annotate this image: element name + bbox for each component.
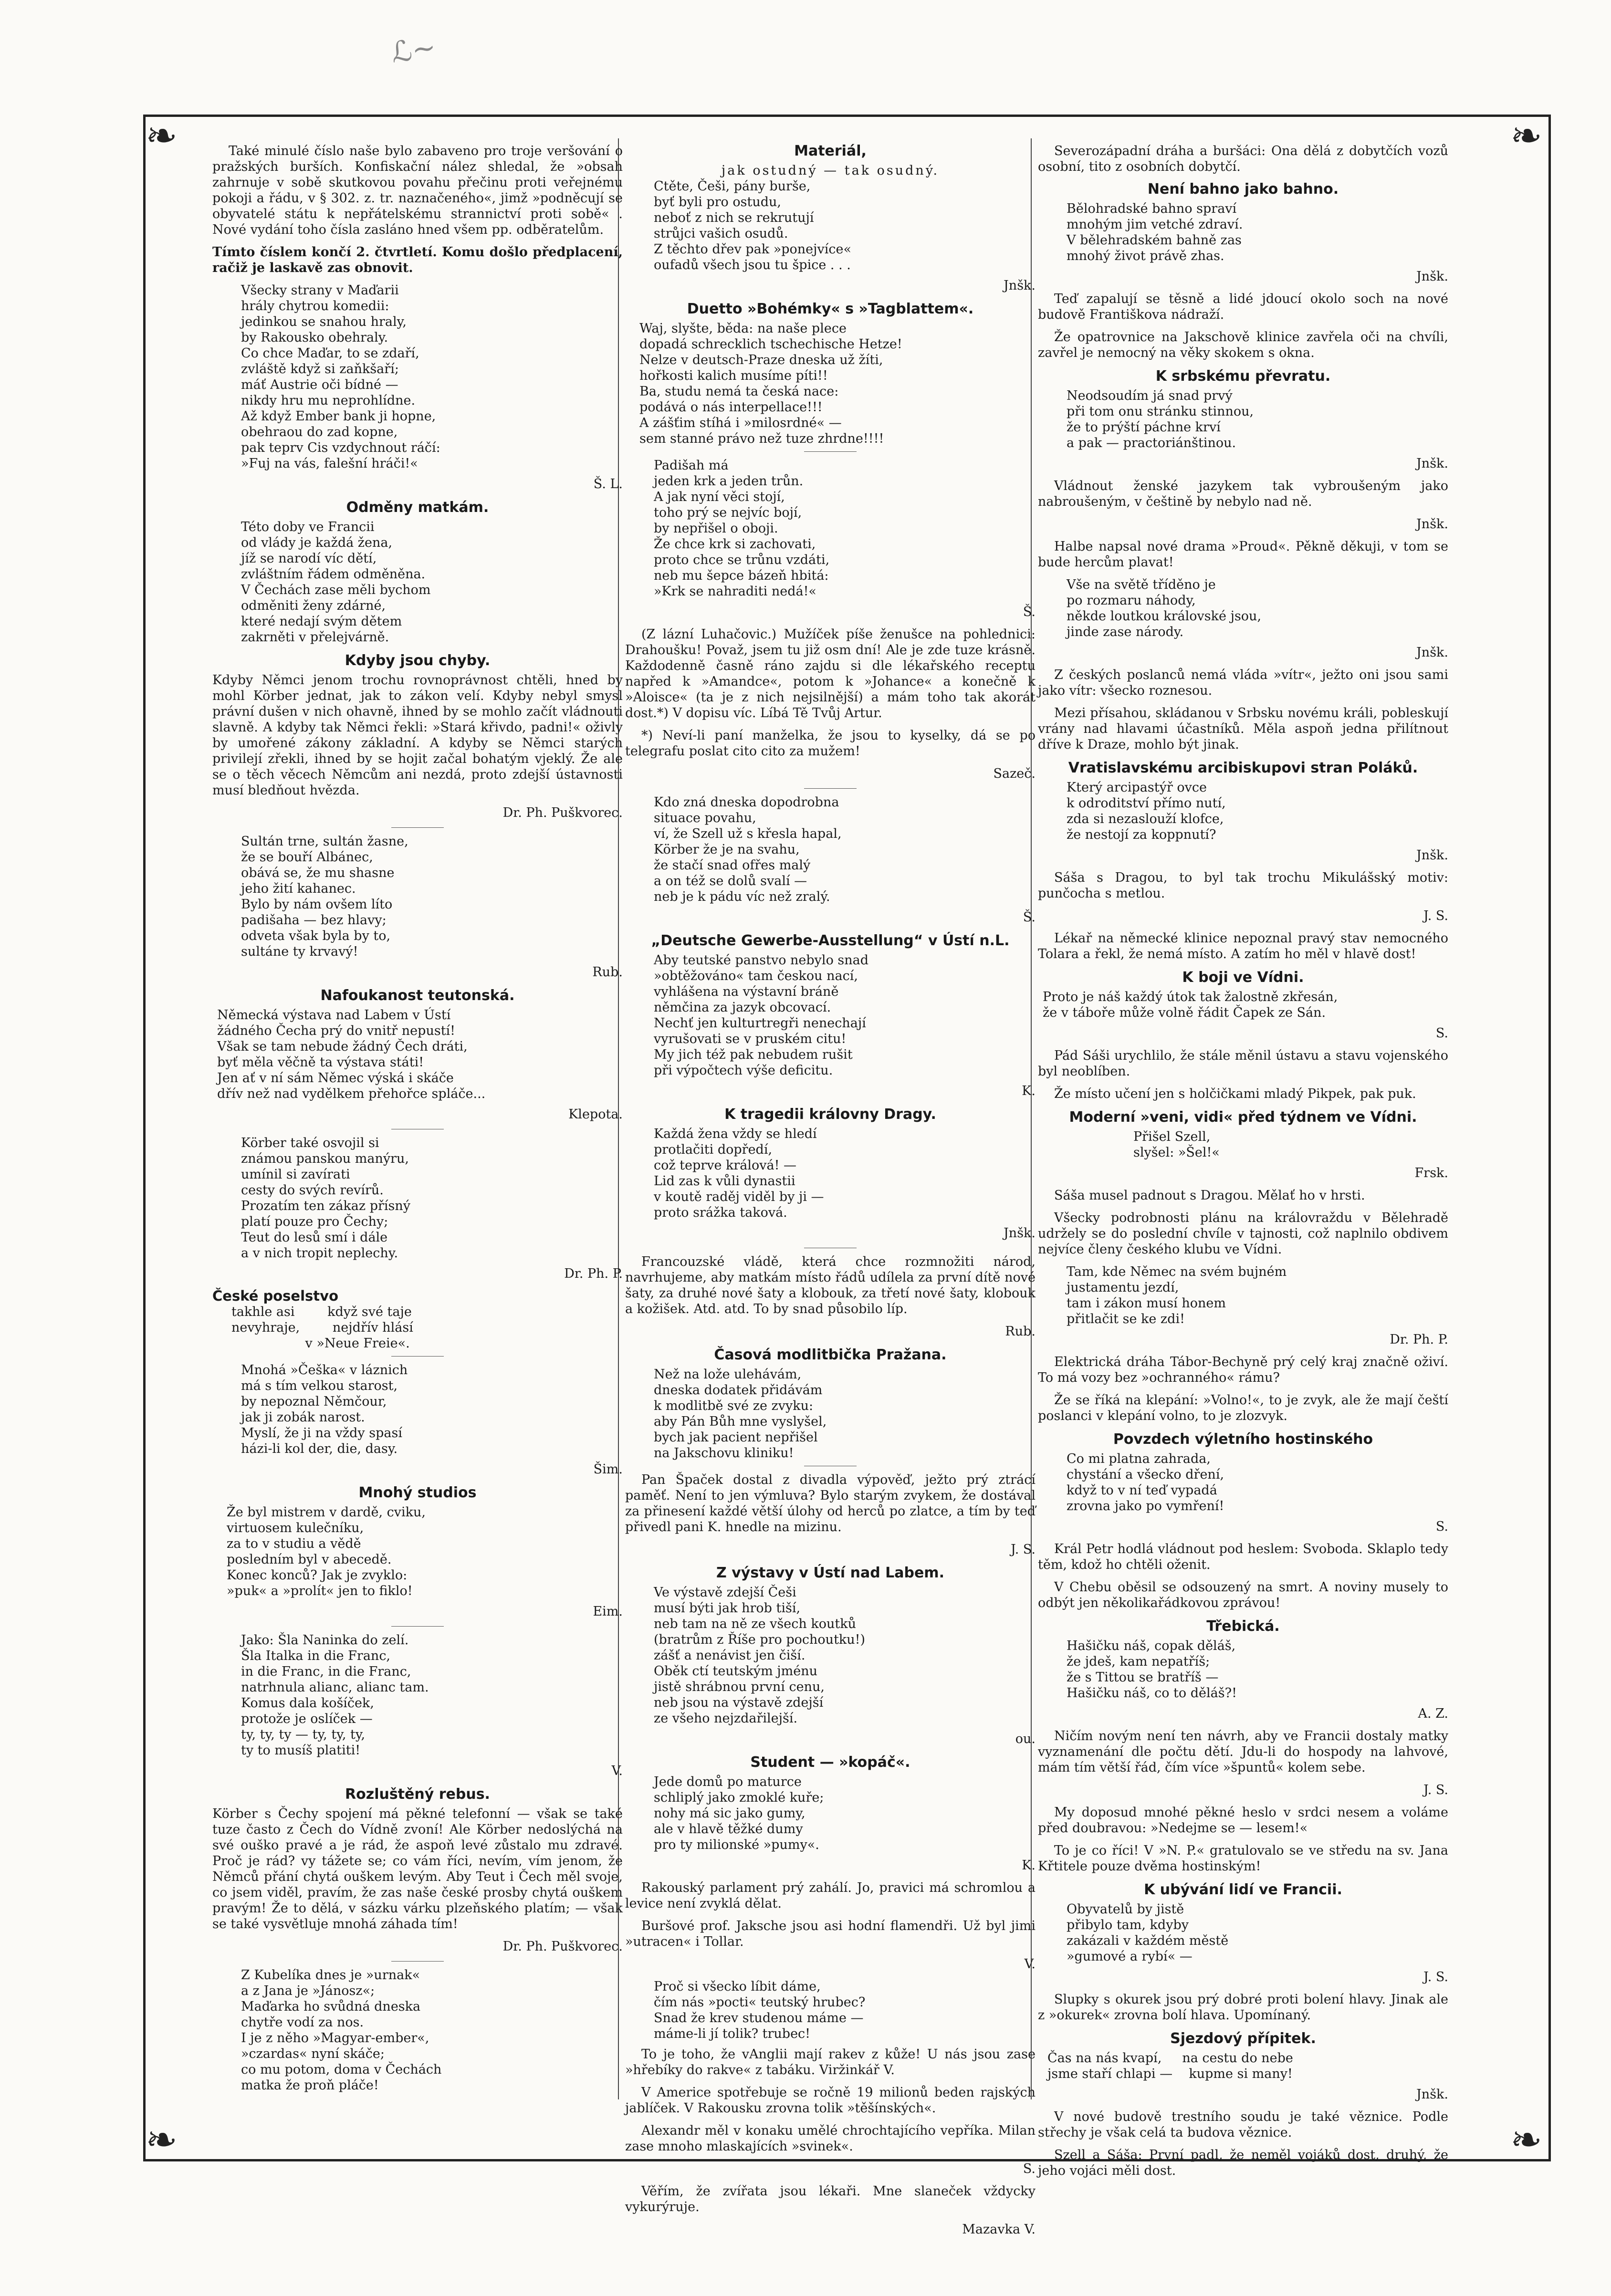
paragraph: To je toho, že vAnglii mají rakev z kůže! U nás jsou zase »hřebíky do rakve« z tabáku. Viržinkář V.	[625, 2047, 1036, 2077]
intro-paragraph: Také minulé číslo naše bylo zabaveno pro troje veršování o pražských burších. Konfiskační nález shledal, že »obsah zahrnuje v sobě skutkovou povahu přečinu proti veřejnému pokoji a řádu, v § 302. z. tr. naznačeného«, jimž »podněcují se obyvatelé státu k nepřátelskému strannictví proti sobě« . Nové vydání toho čísla zasláno hned všem pp. odběratelům.	[212, 144, 623, 237]
signature: Dr. Ph. Puškvorec.	[502, 805, 623, 820]
poem: Padišah má jeden krk a jeden trůn. A jak nyní věci stojí, toho prý se nejvíc bojí, by nepřišel o oboji. Že chce krk si zachovati, proto chce se trůnu vzdáti, neb mu šepce bázeň hbitá: »Krk se nahraditi nedá!«	[654, 458, 830, 599]
signature: Dr. Ph. Puškvorec.	[502, 1939, 623, 1954]
paragraph: Ničím novým není ten návrh, aby ve Francii dostaly matky vyznamenání dle počtu dětí. Jdu-li do hospody na lahvové, mám tím větší řád, čím více »špuntů« kolem sebe.	[1038, 1729, 1448, 1775]
signature: Dr. Ph. P.	[564, 1266, 623, 1281]
handwritten-mark: ℒ~	[389, 30, 438, 70]
subheading: jak ostudný — tak osudný.	[721, 163, 940, 178]
paragraph: Mezi přísahou, skládanou v Srbsku novému králi, pobleskují vrány nad hlavami účastníků. Měla aspoň jedna přilítnout dříve k Draze, mohlo být jinak.	[1038, 706, 1448, 752]
separator	[804, 451, 857, 452]
heading: Třebická.	[1206, 1618, 1280, 1635]
paragraph: Král Petr hodlá vládnout pod heslem: Svoboda. Sklaplo tedy těm, kdož ho chtěli oženit.	[1038, 1542, 1448, 1572]
paragraph: Že místo učení jen s holčičkami mladý Pikpek, pak puk.	[1054, 1086, 1416, 1101]
paragraph: Sáša musel padnout s Dragou. Mělať ho v hrsti.	[1054, 1188, 1365, 1203]
paragraph: V Americe spotřebuje se ročně 19 milionů beden rajských jablíček. V Rakousku zrovna tolik »těšínských«.	[625, 2085, 1036, 2116]
heading: Nafoukanost teutonská.	[320, 987, 515, 1004]
poem: Neodsoudím já snad prvý při tom onu stránku stinnou, že to prýští páchne krví a pak — practoriánštinou.	[1067, 388, 1254, 450]
poem: Jede domů po maturce schliplý jako zmoklé kuře; nohy má sic jako gumy, ale v hlavě těžké dumy pro ty milionské »pumy«.	[654, 1774, 824, 1852]
signature: Šim.	[593, 1462, 623, 1477]
poem: Sultán trne, sultán žasne, že se bouří Albánec, obává se, že mu shasne jeho žití kahanec. Bylo by nám ovšem líto padišaha — bez hlavy; odveta však byla by to, sultáne ty krvavý!	[241, 834, 408, 959]
signature: Jnšk.	[1416, 848, 1448, 863]
paragraph: Szell a Sáša: První padl, že neměl vojáků dost, druhý, že jeho vojáci měli dost.	[1038, 2148, 1448, 2178]
paragraph: V Chebu oběsil se odsouzený na smrt. A noviny musely to odbýt jen několikařádkovou zprávou!	[1038, 1580, 1448, 1610]
heading: K tragedii královny Dragy.	[724, 1106, 936, 1123]
paragraph: Alexandr měl v konaku umělé chrochtajícího vepříka. Milan zase mnoho mlaskajících »svinek«.	[625, 2123, 1036, 2154]
poem: Této doby ve Francii od vlády je každá žena, jíž se narodí víc dětí, zvláštním řádem odměněna. V Čechách zase měli bychom odměniti ženy zdárné, které nedají svým dětem zakrněti v přelejvárně.	[241, 520, 431, 645]
signature: S.	[1435, 1519, 1448, 1534]
poem: Proto je náš každý útok tak žalostně zkřesán, že v táboře může volně řádit Čapek ze Sán.	[1043, 990, 1338, 1020]
corner-ornament-icon: ❧	[146, 114, 178, 158]
paragraph: Severozápadní dráha a buršáci: Ona dělá z dobytčích vozů osobní, tito z osobních dobytčí.	[1038, 144, 1448, 174]
heading: Časová modlitbička Pražana.	[714, 1346, 947, 1363]
signature: Jnšk.	[1416, 517, 1448, 532]
paragraph: Věřím, že zvířata jsou lékaři. Mne slaneček vždycky vykurýruje.	[625, 2184, 1036, 2214]
poem: Ctěte, Češi, pány burše, byť byli pro ostudu, neboť z nich se rekrutují strůjci vašich osudů. Z těchto dřev pak »ponejvíce« oufadů všech jsou tu špice . . .	[654, 179, 852, 272]
poem: Vše na světě tříděno je po rozmaru náhody, někde loutkou královské jsou, jinde zase národy.	[1067, 577, 1262, 639]
paragraph: V nové budově trestního soudu je také věznice. Podle střechy je však celá ta budova věznice.	[1038, 2109, 1448, 2140]
poem: Přišel Szell, slyšel: »Šel!«	[1133, 1129, 1220, 1160]
paragraph: Že opatrovnice na Jakschově klinice zavřela oči na chvíli, zavřel je nemocný na věky skokem s okna.	[1038, 330, 1448, 360]
column-1	[212, 143, 623, 2098]
signature: Sazeč.	[993, 766, 1036, 781]
paragraph: Pád Sáši urychlilo, že stále měnil ústavu a stavu vojenského byl neoblíben.	[1038, 1048, 1448, 1079]
heading: Není bahno jako bahno.	[1147, 181, 1339, 198]
poem: takhle asi když své taje nevyhraje, nejdřív hlásí v »Neue Freie«.	[231, 1305, 413, 1351]
corner-ornament-icon: ❧	[1510, 2118, 1543, 2162]
signature: Jnšk.	[1416, 456, 1448, 471]
signature: V.	[1024, 1957, 1036, 1972]
heading: Rozluštěný rebus.	[345, 1786, 490, 1803]
heading: „Deutsche Gewerbe-Ausstellung“ v Ústí n.L.	[651, 932, 1010, 949]
poem: Co mi platna zahrada, chystání a všecko dření, když to v ní teď vypadá zrovna jako po vymření!	[1067, 1451, 1224, 1513]
paragraph: Sáša s Dragou, to byl tak trochu Mikulášský motiv: punčocha s metlou.	[1038, 870, 1448, 901]
heading: Moderní »veni, vidi« před týdnem ve Vídni.	[1069, 1109, 1417, 1126]
paragraph: Buršové prof. Jaksche jsou asi hodní flamendři. Už byl jimi »utracen« i Tollar.	[625, 1919, 1036, 1949]
paragraph: Z českých poslanců nemá vláda »vítr«, ježto oni jsou sami jako vítr: všecko roznesou.	[1038, 668, 1448, 698]
paragraph: My doposud mnohé pěkné heslo v srdci nesem a voláme před doubravou: »Nedejme se — lesem!«	[1038, 1805, 1448, 1836]
paragraph: Körber s Čechy spojení má pěkné telefonní — však se také tuze často z Čech do Vídně zvoní! Ale Körber nedoslýchá na své ouško pravé a je rád, že aspoň levé zůstalo mu zdravé. Proč je rád? vy tážete se; co vám říci, nevím, vím jenom, že Němců přání chytá ouškem levým. Aby Teut i Čech měl svoje, co jsem viděl, pravím, že zas naše české prosby chytá ouškem pravým! Že to dělá, v sázku várku plzeňského platím; — však se také vysvětluje mnohá záhada tím!	[212, 1806, 623, 1931]
signature: V.	[611, 1764, 623, 1778]
poem: Proč si všecko líbit dáme, čím nás »pocti« teutský hrubec? Snad že krev studenou máme — máme-li jí tolik? trubec!	[654, 1979, 866, 2041]
column-3	[1038, 143, 1448, 2185]
signature: Š. L.	[593, 477, 623, 491]
poem: Tam, kde Němec na svém bujném justamentu jezdí, tam i zákon musí honem přitlačit se ke zdi!	[1067, 1264, 1287, 1326]
poem: Aby teutské panstvo nebylo snad »obtěžováno« tam českou nací, vyhlášena na výstavní bráně němčina za jazyk obcovací. Nechť jen kulturtregři nenechají vyrušovati se v pruském citu! My jich též pak nebudem rušit při výpočtech výše deficitu.	[654, 953, 869, 1078]
paragraph: Elektrická dráha Tábor-Bechyně prý celý kraj značně oživí. To má vozy bez »ochranného« rámu?	[1038, 1355, 1448, 1385]
paragraph: Lékař na německé klinice nepoznal pravý stav nemocného Tolara a řekl, že nemá místo. A zatím ho měl v hlavě dost!	[1038, 931, 1448, 961]
signature: A. Z.	[1418, 1706, 1448, 1721]
poem: Z Kubelíka dnes je »urnak« a z Jana je »Jánosz«; Maďarka ho svůdná dneska chytře vodí za nos. I je z něho »Magyar-ember«, »czardas« nyní skáče; co mu potom, doma v Čechách matka že proň pláče!	[241, 1968, 442, 2093]
signature: Eim.	[593, 1604, 623, 1619]
signature: Mazavka V.	[962, 2222, 1036, 2237]
poem: Který arcipastýř ovce k odroditství přímo nutí, zda si nezaslouží klofce, že nestojí za koppnutí?	[1067, 780, 1226, 842]
signature: Jnšk.	[1003, 278, 1036, 293]
heading: Duetto »Bohémky« s »Tagblattem«.	[687, 301, 974, 317]
heading: Kdyby jsou chyby.	[345, 652, 491, 669]
signature: Rub.	[592, 965, 623, 980]
corner-ornament-icon: ❧	[1510, 114, 1543, 158]
paragraph: To je co říci! V »N. P.« gratulovalo se ve středu na sv. Jana Křtitele pouze dvěma hostinským!	[1038, 1843, 1448, 1874]
heading: K srbskému převratu.	[1155, 368, 1331, 385]
heading: Materiál,	[794, 143, 867, 159]
poem: Že byl mistrem v dardě, cviku, virtuosem kulečníku, za to v studiu a vědě posledním byl v abecedě. Konec konců? Jak je zvyklo: »puk« a »prolít« jen to fiklo!	[227, 1505, 426, 1598]
paragraph: Pan Špaček dostal z divadla výpověď, ježto prý ztrácí paměť. Není to jen výmluva? Bylo starým zvykem, že dostával za přinesení každé větší úlohy od herců po zlatce, a tím by teď přivedl pani K. hnedle na mizinu.	[625, 1472, 1036, 1534]
signature: K.	[1022, 1084, 1036, 1098]
separator	[804, 788, 857, 789]
signature: J. S.	[1423, 908, 1448, 923]
paragraph: Vládnout ženské jazykem tak vybroušeným jako nabroušeným, v češtině by nebylo nad ně.	[1038, 479, 1448, 509]
poem: Mnohá »Češka« v láznich má s tím velkou starost, by nepoznal Němčour, jak ji zobák narost. Myslí, že ji na vždy spasí házi-li kol der, die, dasy.	[241, 1363, 408, 1456]
poem: Čas na nás kvapí, na cestu do nebe jsme staří chlapi — kupme si many!	[1047, 2051, 1293, 2081]
signature: Jnšk.	[1416, 269, 1448, 284]
poem: Německá výstava nad Labem v Ústí žádného Čecha prý do vnitř nepustí! Však se tam nebude žádný Čech dráti, byť měla věčně ta výstava státi! Jen ať v ní sám Němec výská i skáče dřív než nad vydělkem přehořce spláče...	[217, 1008, 486, 1101]
signature: ou.	[1015, 1732, 1036, 1746]
signature: Frsk.	[1414, 1166, 1448, 1180]
signature: S.	[1435, 1026, 1448, 1041]
paragraph: Kdyby Němci jenom trochu rovnoprávnost chtěli, hned by mohl Körber jednat, jak to zákon velí. Kdyby nebyl smysl právní dušen v nich ohavně, ihned by se mohlo začít vládnouti slavně. A kdyby tak Němci řekli: »Stará křivdo, padni!« oživly by umořené zákony základní. A kdyby se Němci starých privilejí zřekli, ihned by se hojit začal bohatým vjeklý. Že ale se o těch věcech Němcům ani nezdá, proto zdejší ústavnosti musí bledňout hvězda.	[212, 673, 623, 798]
poem: Kdo zná dneska dopodrobna situace povahu, ví, že Szell už s křesla hapal, Körber že je na svahu, že stačí snad ofřes malý a on též se dolů svalí — neb je k pádu víc než zralý.	[654, 795, 842, 904]
heading: Vratislavskému arcibiskupovi stran Poláků.	[1068, 760, 1418, 776]
poem: Waj, slyšte, běda: na naše plece dopadá schrecklich tschechische Hetze! Nelze v deutsch-Praze dneska už žíti, hořkosti kalich musíme píti!! Ba, studu nemá ta česká nace: podává o nás interpellace!!! A zášťim stíhá i »milosrdné« — sem stanné právo než tuze zhrdne!!!!	[639, 321, 902, 446]
signature: S.	[1023, 2161, 1036, 2176]
poem: Ve výstavě zdejší Češi musí býti jak hrob tiší, neb tam na ně ze všech koutků (bratrům z Říše pro pochoutku!) zášť a nenávist jen čiší. Oběk ctí teutským jménu jistě shrábnou první cenu, neb jsou na výstavě zdejší ze všeho nejzdařilejší.	[654, 1585, 866, 1726]
paragraph: Všecky podrobnosti plánu na královraždu v Bělehradě udržely se do poslední chvíle v tajnosti, což naplnilo obdivem nejvíce členy českého klubu ve Vídni.	[1038, 1211, 1448, 1257]
paragraph: Slupky s okurek jsou prý dobré proti bolení hlavy. Jinak ale z »okurek« zrovna bolí hlava. Upomínaný.	[1038, 1992, 1448, 2023]
heading: Sjezdový přípitek.	[1170, 2030, 1316, 2047]
signature: Jnšk.	[1416, 2087, 1448, 2102]
paragraph: (Z lázní Luhačovic.) Mužíček píše ženušce na pohlednici: Drahoušku! Považ, jsem tu již osm dní! Ale je zde tuze krásně. Každodenně časně ráno zajdu si dle lékařského receptu napřed k »Amandce«, potom k »Johance« a konečně k »Aloisce« (ta je z nich nejsilnější) a mám toho tak akorát dost.*) V dopisu víc. Líbá Tě Tvůj Artur.	[625, 627, 1036, 720]
poem: Jako: Šla Naninka do zelí. Šla Italka in die Franc, in die Franc, in die Franc, natrhnula alianc, alianc tam. Komus dala košíček, protože je oslíček — ty, ty, ty — ty, ty, ty, ty to musíš platiti!	[241, 1633, 429, 1758]
signature: K.	[1022, 1858, 1036, 1873]
signature: Jnšk.	[1003, 1226, 1036, 1241]
poem: Všecky strany v Maďarii hrály chytrou komedii: jedinkou se snahou hraly, by Rakousko obehraly. Co chce Maďar, to se zdaří, zvláště když si zaňkšaří; máť Austrie oči bídné — nikdy hru mu neprohlídne. Až když Ember bank ji hopne, obehraou do zad kopne, pak teprv Cis vzdychnout ráčí: »Fuj na vás, falešní hráči!«	[241, 283, 440, 471]
poem: Körber také osvojil si známou panskou manýru, umínil si zavírati cesty do svých revírů. Prozatím ten zákaz přísný platí pouze pro Čechy; Teut do lesů smí i dále a v nich tropit neplechy.	[241, 1136, 411, 1261]
paragraph: Rakouský parlament prý zahálí. Jo, pravici má schromlou a levice není zvyklá dělat.	[625, 1880, 1036, 1911]
paragraph: Francouzské vládě, která chce rozmnožiti národ, navrhujeme, aby matkám místo řádů udílela za první dítě nové šaty, za druhé nové šaty a klobouk, za třetí nové šaty, klobouk a kožišek. Atd. atd. To by snad působilo líp.	[625, 1254, 1036, 1316]
signature: Jnšk.	[1416, 645, 1448, 660]
signature: Klepota.	[568, 1107, 623, 1122]
heading: K boji ve Vídni.	[1182, 969, 1304, 986]
paragraph: Halbe napsal nové drama »Proud«. Pěkně děkuji, v tom se bude hercům plavat!	[1038, 539, 1448, 570]
signature: Š.	[1023, 605, 1036, 619]
separator	[391, 1356, 444, 1357]
separator	[391, 827, 444, 828]
corner-ornament-icon: ❧	[146, 2118, 178, 2162]
poem: Bělohradské bahno spraví mnohým jim vetché zdraví. V bělehradském bahně zas mnohý život právě zhas.	[1067, 201, 1243, 263]
poem: Obyvatelů by jistě přibylo tam, kdyby zakázali v každém městě »gumové a rybí« —	[1067, 1902, 1229, 1964]
paragraph: Že se říká na klepání: »Volno!«, to je zvyk, ale že mají čeští poslanci v klepání volno, to je zlozvyk.	[1038, 1393, 1448, 1423]
heading: K ubývání lidí ve Francii.	[1144, 1881, 1342, 1898]
poem: Než na lože ulehávám, dneska dodatek přidávám k modlitbě své ze zvyku: aby Pán Bůh mne vyslyšel, bych jak pacient nepřišel na Jakschovu kliniku!	[654, 1367, 827, 1461]
poem: Každá žena vždy se hledí protlačiti dopředí, což teprve králová! — Lid zas k vůli dynastii v koutě raděj viděl by ji — proto srážka taková.	[654, 1127, 824, 1220]
signature: Dr. Ph. P.	[1390, 1332, 1448, 1347]
heading: Mnohý studios	[358, 1484, 477, 1501]
heading: Student — »kopáč«.	[750, 1754, 910, 1771]
heading: Povzdech výletního hostinského	[1113, 1431, 1373, 1448]
footnote: *) Neví-li paní manželka, že jsou to kyselky, dá se po telegrafu poslat cito cito za mužem!	[625, 728, 1036, 759]
signature: J. S.	[1010, 1542, 1036, 1557]
subscription-notice: Tímto číslem končí 2. čtvrtletí. Komu došlo předplacení, račiž je laskavě zas obnovit.	[212, 245, 623, 275]
column-2	[625, 143, 1036, 2244]
separator	[391, 1626, 444, 1627]
signature: J. S.	[1423, 1970, 1448, 1984]
separator	[391, 1961, 444, 1962]
signature: Š.	[1023, 910, 1036, 925]
signature: Rub.	[1005, 1324, 1036, 1339]
poem: Hašičku náš, copak děláš, že jdeš, kam nepatříš; že s Tittou se bratříš — Hašičku náš, co to děláš?!	[1067, 1639, 1237, 1701]
signature: J. S.	[1423, 1783, 1448, 1797]
paragraph: Teď zapalují se těsně a lidé jdoucí okolo soch na nové budově Františkova nádraží.	[1038, 292, 1448, 322]
heading: Odměny matkám.	[346, 499, 489, 516]
heading: České poselstvo	[212, 1288, 338, 1304]
heading: Z výstavy v Ústí nad Labem.	[716, 1565, 944, 1581]
